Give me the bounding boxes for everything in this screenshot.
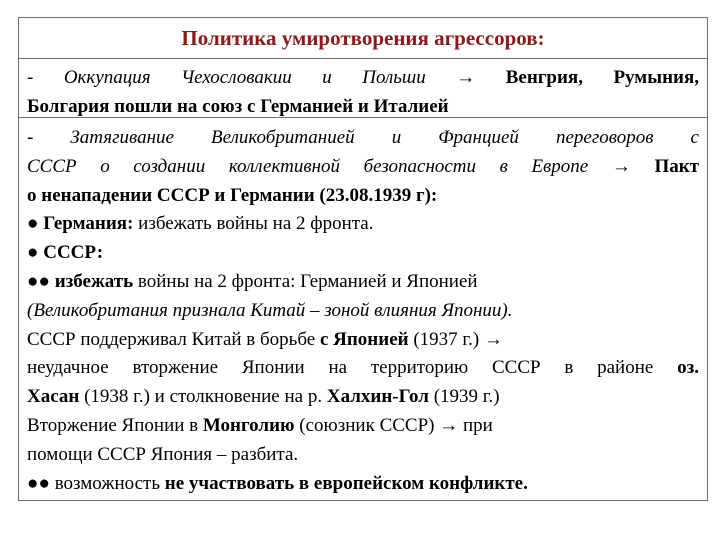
page-title: Политика умиротворения агрессоров: bbox=[181, 25, 545, 50]
germany-line bbox=[27, 210, 699, 239]
pact-line-3: о ненападении СССР и Германии (23.08.1939 г): bbox=[27, 184, 438, 206]
khalkhin-year: (1939 г.) bbox=[428, 386, 500, 408]
allies-text: → Венгрия, Румыния, bbox=[425, 67, 699, 88]
ussr-goal-line bbox=[27, 268, 699, 297]
pact-line-1: - Затягивание Великобританией и Францией переговоров с bbox=[27, 127, 699, 148]
china-year: (1937 г.) → bbox=[408, 328, 503, 350]
defeat-line: помощи СССР Япония – разбита. bbox=[27, 443, 299, 465]
occupation-line-1 bbox=[27, 64, 699, 93]
germany-goal: избежать войны на 2 фронта. bbox=[133, 213, 374, 235]
hasan-line bbox=[27, 383, 699, 412]
ussr-line: ● СССР: bbox=[27, 242, 104, 264]
occupation-cell bbox=[19, 59, 707, 118]
invasion-text: неудачное вторжение Японии на территорию СССР в районе bbox=[27, 357, 678, 379]
mongolia-line bbox=[27, 412, 699, 441]
title-cell bbox=[19, 18, 707, 59]
content-table bbox=[18, 17, 708, 501]
mongolia-text-c: (союзник СССР) → при bbox=[294, 414, 493, 436]
ussr-goal-text: войны на 2 фронта: Германией и Японией bbox=[133, 270, 478, 292]
lake-abbrev: оз. bbox=[677, 357, 699, 379]
pact-line-2 bbox=[27, 153, 699, 182]
security-text: СССР о создании коллективной безопасности в Европе bbox=[27, 155, 589, 177]
hasan-text: (1938 г.) и столкновение на р. bbox=[79, 386, 327, 408]
dash: - bbox=[27, 67, 64, 88]
pact-cell bbox=[19, 118, 707, 500]
opportunity-text: не участвовать в европейском конфликте. bbox=[164, 472, 528, 494]
germany-label: ● Германия: bbox=[27, 213, 134, 235]
hasan-word: Хасан bbox=[27, 386, 80, 408]
khalkhin-gol-word: Халхин-Гол bbox=[326, 386, 429, 408]
china-text: СССР поддерживал Китай в борьбе bbox=[27, 328, 320, 350]
china-line bbox=[27, 326, 699, 355]
ussr-goal-label: ●● избежать bbox=[27, 270, 134, 292]
opportunity-label: ●● возможность bbox=[27, 472, 165, 494]
mongolia-word: Монголию bbox=[202, 414, 295, 436]
britain-line: (Великобритания признала Китай – зоной влияния Японии). bbox=[27, 299, 513, 321]
opportunity-line bbox=[27, 470, 699, 499]
occupation-text: Оккупация Чехословакии и Польши bbox=[63, 67, 426, 88]
occupation-line-2: Болгария пошли на союз с Германией и Италией bbox=[27, 95, 449, 117]
japan-word: с Японией bbox=[319, 328, 409, 350]
pact-word: → Пакт bbox=[588, 155, 699, 177]
mongolia-text-a: Вторжение Японии в bbox=[27, 414, 203, 436]
invasion-line bbox=[27, 354, 699, 383]
